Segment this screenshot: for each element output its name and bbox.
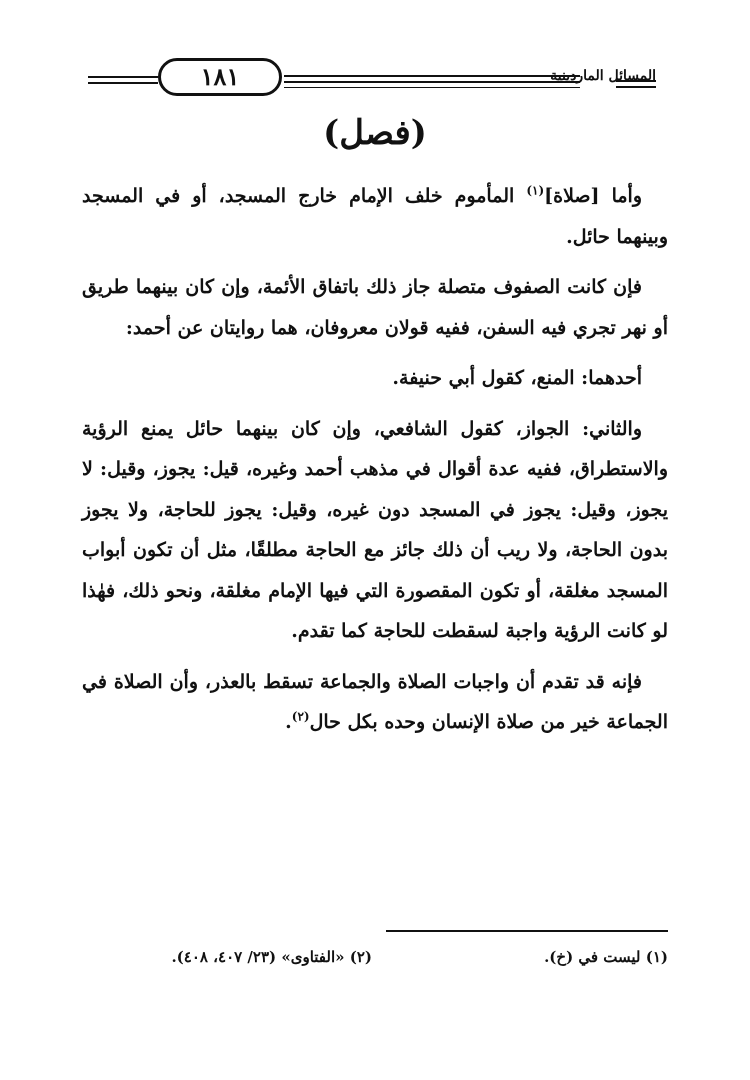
footnote-1: (١) ليست في (خ). <box>544 948 668 966</box>
text-run: فإنه قد تقدم أن واجبات الصلاة والجماعة تسقط بالعذر، وأن الصلاة في الجماعة خير من صلاة الإنسان وحده بكل حال <box>82 670 668 733</box>
body-text <box>82 176 668 743</box>
running-title: المسائل الماردينية <box>550 68 656 84</box>
footnote-reference: (١) <box>526 183 545 198</box>
header-rule <box>284 81 580 83</box>
footnote-reference: (٢) <box>291 709 310 724</box>
footnote-separator <box>386 930 668 932</box>
footnote-2: (٢) «الفتاوى» (٢٣/ ٤٠٧، ٤٠٨). <box>171 948 372 966</box>
page-header <box>88 56 656 100</box>
text-run: . <box>285 711 292 733</box>
paragraph <box>82 662 668 743</box>
section-heading: (فصل) <box>323 113 427 153</box>
header-rule <box>88 82 158 84</box>
text-run: المأموم خلف الإمام خارج المسجد، أو في المسجد وبينهما حائل. <box>82 185 668 248</box>
header-rule <box>284 87 580 88</box>
paragraph <box>82 176 668 257</box>
header-rule <box>88 76 158 78</box>
paragraph: أحدهما: المنع، كقول أبي حنيفة. <box>392 367 642 389</box>
paragraph: والثاني: الجواز، كقول الشافعي، وإن كان بينهما حائل يمنع الرؤية والاستطراق، ففيه عدة أقوال في مذهب أحمد وغيره، قيل: يجوز، وقيل: لا يجوز، وقيل: يجوز في المسجد دون غيره، وقيل: يجوز للحاجة، ولا يجوز بدون الحاجة، ولا ريب أن ذلك جائز مع الحاجة مطلقًا، مثل أن تكون أبواب المسجد مغلقة، أو تكون المقصورة التي فيها الإمام مغلقة، ونحو ذلك، فهٰذا لو كانت الرؤية واجبة لسقطت للحاجة كما تقدم. <box>82 417 668 642</box>
header-rule <box>284 75 580 77</box>
text-run: وأما [صلاة] <box>544 185 642 207</box>
page-number: ١٨١ <box>158 58 282 96</box>
paragraph: فإن كانت الصفوف متصلة جاز ذلك باتفاق الأئمة، وإن كان بينهما طريق أو نهر تجري فيه السفن، ففيه قولان معروفان، هما روايتان عن أحمد: <box>82 276 668 339</box>
footnotes <box>82 940 668 980</box>
